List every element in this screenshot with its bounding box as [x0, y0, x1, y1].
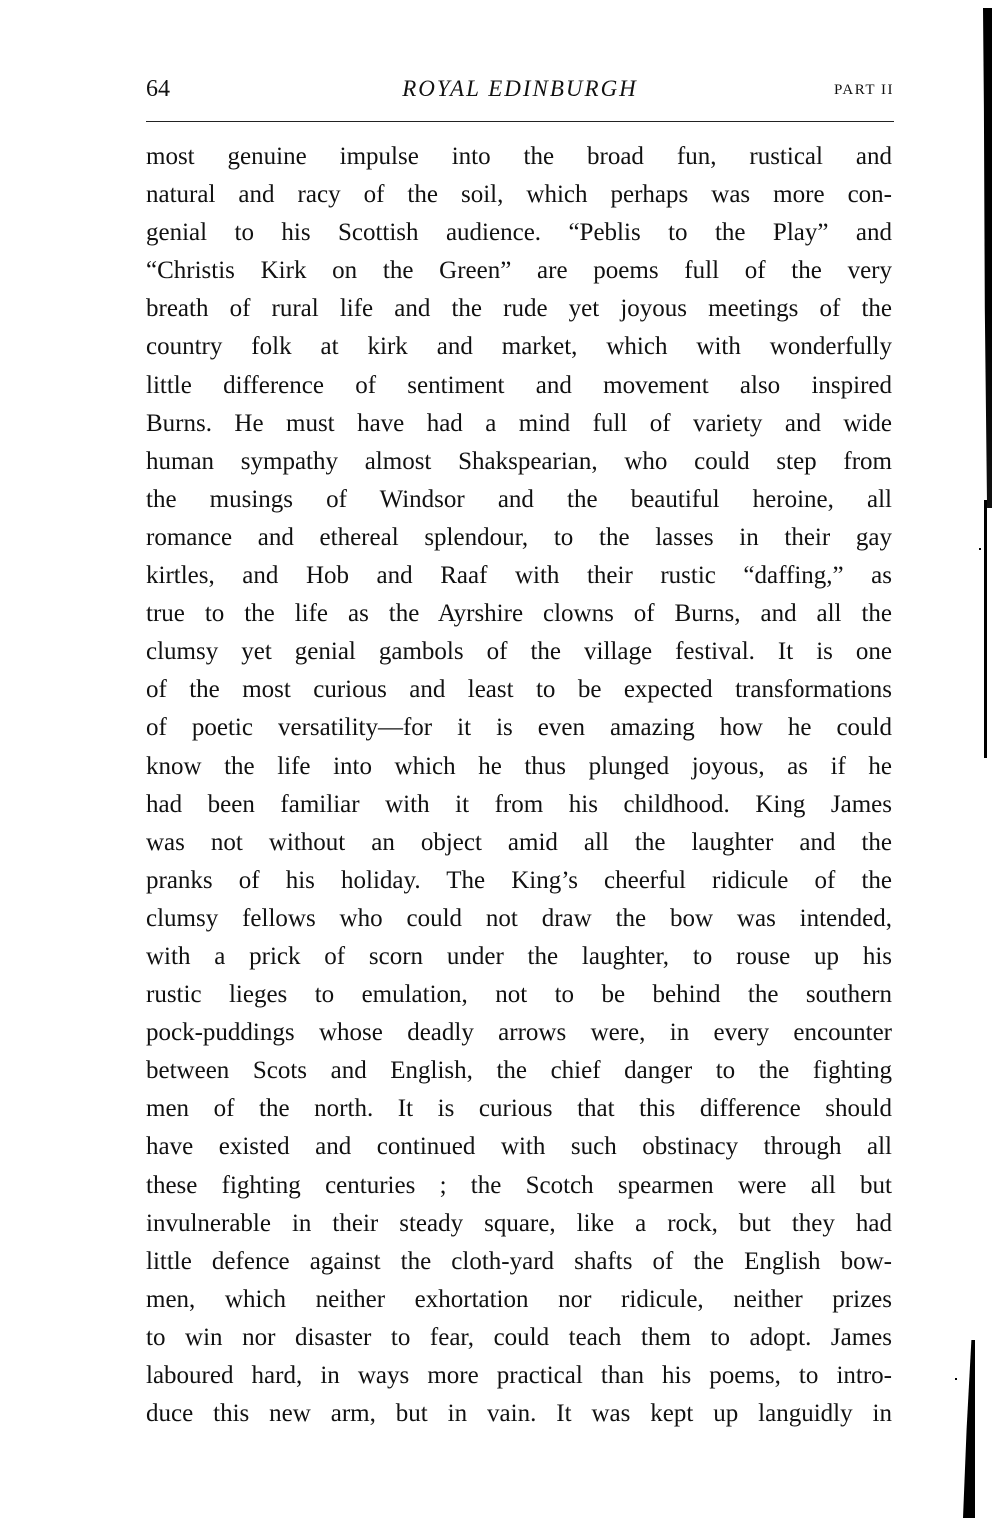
text-line [146, 633, 892, 671]
text-line-content: Burns. He must have had a mind full of variety and wide [146, 409, 892, 437]
running-head [146, 74, 894, 104]
text-line [146, 1395, 892, 1433]
text-line-content: pock-puddings whose deadly arrows were, in every encounter [146, 1019, 892, 1047]
text-line [146, 1357, 892, 1395]
text-line [146, 671, 892, 709]
page-binding-shadow-top [983, 8, 992, 508]
text-line [146, 138, 892, 176]
text-line-content: was not without an object amid all the laughter and the [146, 828, 892, 856]
text-line-content: of poetic versatility—for it is even amazing how he could [146, 714, 892, 742]
text-line-content: clumsy fellows who could not draw the bow was intended, [146, 904, 892, 932]
text-line-content: genial to his Scottish audience. “Peblis to the Play” and [146, 219, 892, 247]
text-line-content: human sympathy almost Shakspearian, who could step from [146, 447, 892, 475]
running-title: ROYAL EDINBURGH [402, 76, 638, 101]
text-line-content: duce this new arm, but in vain. It was kept up languidly in [146, 1400, 892, 1428]
text-line-content: know the life into which he thus plunged joyous, as if he [146, 752, 892, 780]
text-line-content: invulnerable in their steady square, like a rock, but they had [146, 1209, 892, 1237]
text-line [146, 1281, 892, 1319]
page-number: 64 [146, 76, 170, 102]
text-line [146, 367, 892, 405]
body-text [146, 138, 892, 1433]
text-line [146, 519, 892, 557]
text-line-content: between Scots and English, the chief danger to the fighting [146, 1057, 892, 1085]
text-line [146, 443, 892, 481]
text-line [146, 1167, 892, 1205]
text-line [146, 824, 892, 862]
text-line-content: pranks of his holiday. The King’s cheerful ridicule of the [146, 866, 892, 894]
page-binding-shadow-middle [984, 500, 987, 758]
text-line [146, 481, 892, 519]
text-line-content: breath of rural life and the rude yet joyous meetings of the [146, 295, 892, 323]
text-line [146, 1243, 892, 1281]
text-line [146, 595, 892, 633]
text-line [146, 938, 892, 976]
text-line [146, 976, 892, 1014]
text-line [146, 176, 892, 214]
text-line-content: natural and racy of the soil, which perhaps was more con- [146, 181, 892, 209]
text-line-content: little defence against the cloth-yard shafts of the English bow- [146, 1247, 892, 1275]
text-line [146, 1205, 892, 1243]
text-line-content: laboured hard, in ways more practical than his poems, to intro- [146, 1362, 892, 1389]
text-line-content: clumsy yet genial gambols of the village festival. It is one [146, 638, 892, 666]
text-line [146, 1014, 892, 1052]
text-line [146, 557, 892, 595]
scan-speck [979, 548, 981, 550]
text-line-content: the musings of Windsor and the beautiful heroine, all [146, 485, 892, 513]
text-line [146, 900, 892, 938]
text-line-content: these fighting centuries ; the Scotch spearmen were all but [146, 1171, 892, 1199]
text-line-content: most genuine impulse into the broad fun, rustical and [146, 143, 892, 170]
text-line [146, 1052, 892, 1090]
text-line-content: men, which neither exhortation nor ridicule, neither prizes [146, 1285, 892, 1313]
text-line-content: little difference of sentiment and movement also inspired [146, 371, 892, 399]
text-line-content: had been familiar with it from his childhood. King James [146, 790, 892, 818]
text-line [146, 1090, 892, 1128]
text-line-content: romance and ethereal splendour, to the lasses in their gay [146, 523, 892, 551]
text-line-content: of the most curious and least to be expected transformations [146, 676, 892, 704]
text-line [146, 1319, 892, 1357]
text-line-content: “Christis Kirk on the Green” are poems full of the very [146, 257, 892, 285]
text-line-content: country folk at kirk and market, which with wonderfully [146, 333, 892, 361]
scan-speck [955, 1378, 957, 1380]
text-line-content: to win nor disaster to fear, could teach them to adopt. James [146, 1323, 892, 1351]
text-line-content: kirtles, and Hob and Raaf with their rustic “daffing,” as [146, 562, 892, 590]
text-line [146, 709, 892, 747]
text-line [146, 786, 892, 824]
text-line [146, 252, 892, 290]
text-line [146, 405, 892, 443]
text-line [146, 290, 892, 328]
text-line [146, 748, 892, 786]
text-line [146, 328, 892, 366]
text-line [146, 214, 892, 252]
text-line-content: rustic lieges to emulation, not to be behind the southern [146, 981, 892, 1009]
part-label: PART II [833, 82, 894, 98]
text-line [146, 1128, 892, 1166]
text-line-content: men of the north. It is curious that this difference should [146, 1095, 892, 1123]
text-line [146, 862, 892, 900]
page-binding-shadow-bottom [963, 1340, 975, 1518]
text-line-content: with a prick of scorn under the laughter, to rouse up his [146, 942, 892, 970]
text-line-content: have existed and continued with such obstinacy through all [146, 1133, 892, 1161]
text-line-content: true to the life as the Ayrshire clowns of Burns, and all the [146, 600, 892, 628]
header-rule [146, 121, 894, 122]
